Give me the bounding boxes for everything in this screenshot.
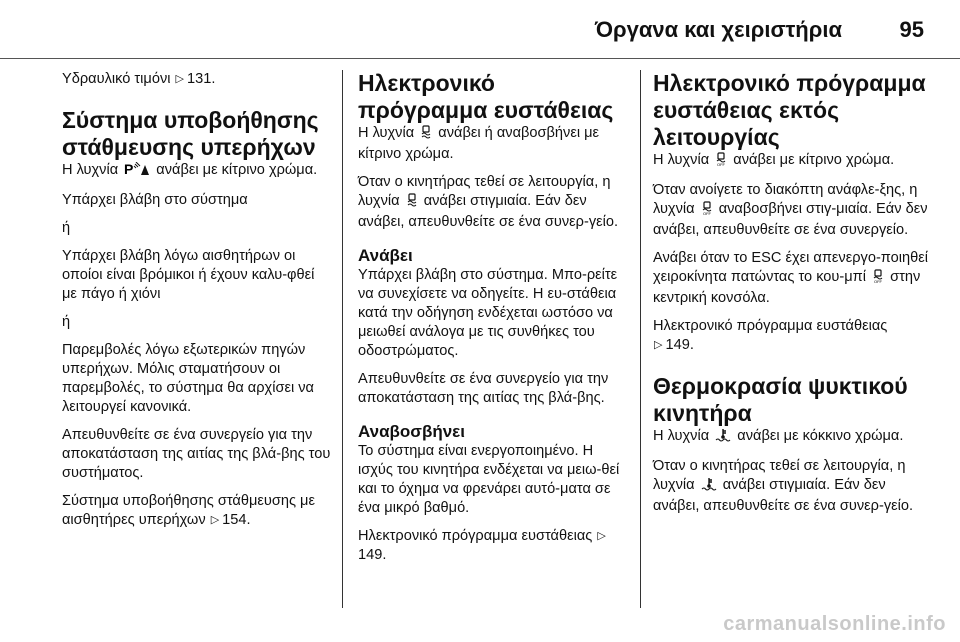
page-header — [0, 0, 960, 60]
paragraph: Ανάβει όταν το ESC έχει απενεργο-ποιηθεί χειροκίνητα πατώντας το κου-μπί OFF στην κεντρική κονσόλα. — [653, 250, 929, 306]
column-1 — [62, 70, 332, 539]
paragraph: Σύστημα υποβοήθησης στάθμευσης με αισθητήρες υπερήχων ▷ 154. — [62, 493, 315, 528]
paragraph: Η λυχνία OFF ανάβει με κίτρινο χρώμα. — [653, 151, 928, 172]
paragraph: Υπάρχει βλάβη στο σύστημα — [62, 192, 248, 208]
parking-sensor-icon — [124, 162, 150, 182]
header-divider — [0, 58, 960, 59]
page-reference[interactable]: 154. — [222, 512, 251, 528]
coolant-temperature-icon — [701, 477, 717, 497]
column-2 — [358, 70, 626, 574]
esc-skid-icon — [420, 125, 432, 145]
paragraph: Απευθυνθείτε σε ένα συνεργείο για την αποκατάσταση της αιτίας της βλά-βης του συστήματος. — [62, 427, 331, 481]
column-divider-1 — [342, 70, 343, 608]
paragraph: Παρεμβολές λόγω εξωτερικών πηγών υπερήχων. Μόλις σταματήσουν οι παρεμβολές, το σύστημα θα αρχίσει να λειτουργεί κανονικά. — [62, 342, 314, 415]
section-heading-esc: Ηλεκτρονικό πρόγραμμα ευστάθειας — [358, 70, 614, 123]
column-divider-2 — [640, 70, 641, 608]
paragraph: Όταν ανοίγετε το διακόπτη ανάφλε-ξης, η λυχνία OFF αναβοσβήνει στιγ-μιαία. Εάν δεν ανάβει, απευθυνθείτε σε ένα συνεργείο. — [653, 182, 928, 238]
paragraph: Το σύστημα είναι ενεργοποιημένο. Η ισχύς του κινητήρα ενδέχεται να μειω-θεί και το όχημα να φρενάρει αυτό-ματα σε ένα μικρό βαθμό. — [358, 443, 620, 516]
paragraph: ή — [62, 314, 71, 330]
section-heading-parking: Σύστημα υποβοήθησης στάθμευσης υπερήχων — [62, 107, 319, 160]
page-number: 95 — [899, 17, 924, 42]
svg-text:OFF: OFF — [717, 162, 726, 166]
svg-text:OFF: OFF — [874, 279, 883, 283]
section-heading-esc-off: Ηλεκτρονικό πρόγραμμα ευστάθειας εκτός λειτουργίας — [653, 70, 926, 150]
paragraph: Υπάρχει βλάβη λόγω αισθητήρων οι οποίοι είναι βρόμικοι ή έχουν καλυ-φθεί με πάγο ή χιόνι — [62, 248, 315, 302]
column-3 — [653, 70, 928, 525]
paragraph: Όταν ο κινητήρας τεθεί σε λειτουργία, η λυχνία ανάβει στιγμιαία. Εάν δεν ανάβει, απευθυνθείτε σε ένα συνερ-γείο. — [358, 174, 619, 230]
paragraph: Ηλεκτρονικό πρόγραμμα ευστάθειας ▷149. — [358, 528, 606, 563]
section-heading-coolant: Θερμοκρασία ψυκτικού κινητήρα — [653, 373, 908, 426]
body-text: Υδραυλικό τιμόνι — [62, 71, 171, 87]
page-reference[interactable]: 149. — [358, 547, 387, 563]
page-reference[interactable]: 131. — [187, 71, 216, 87]
paragraph: Η λυχνία ανάβει ή αναβοσβήνει με κίτρινο χρώμα. — [358, 125, 600, 162]
svg-text:P: P — [124, 162, 134, 176]
subheading-on: Ανάβει — [358, 246, 413, 265]
esc-off-icon — [701, 201, 713, 221]
paragraph: Ηλεκτρονικό πρόγραμμα ευστάθειας ▷ 149. — [653, 318, 888, 353]
page-title: Όργανα και χειριστήρια — [594, 17, 842, 42]
coolant-temperature-icon — [715, 428, 731, 448]
paragraph — [62, 70, 332, 89]
arrow-right-icon: ▷ — [175, 73, 185, 85]
paragraph: Η λυχνία ανάβει με κόκκινο χρώμα. — [653, 427, 928, 448]
arrow-right-icon: ▷ — [654, 339, 663, 351]
esc-off-icon — [872, 269, 884, 289]
page-reference[interactable]: 149. — [665, 337, 694, 353]
paragraph: Όταν ο κινητήρας τεθεί σε λειτουργία, η λυχνία ανάβει στιγμιαία. Εάν δεν ανάβει, απευθυνθείτε σε ένα συνερ-γείο. — [653, 458, 914, 514]
esc-off-icon — [715, 152, 727, 172]
svg-text:OFF: OFF — [702, 211, 711, 215]
paragraph: Απευθυνθείτε σε ένα συνεργείο για την αποκατάσταση της αιτίας της βλά-βης. — [358, 371, 609, 406]
subheading-flashing: Αναβοσβήνει — [358, 422, 465, 441]
arrow-right-icon: ▷ — [210, 514, 220, 526]
paragraph: Υπάρχει βλάβη στο σύστημα. Μπο-ρείτε να συνεχίσετε να οδηγείτε. Η ευ-στάθεια κατά την οδήγηση ενδέχεται ωστόσο να μειωθεί ανάλογα με τις συνθήκες του οδοστρώματος. — [358, 267, 618, 359]
paragraph: Η λυχνία P ανάβει με κίτρινο χρώμα. — [62, 161, 332, 182]
watermark: carmanualsonline.info — [723, 613, 946, 635]
arrow-right-icon: ▷ — [597, 530, 606, 542]
paragraph: ή — [62, 220, 71, 236]
esc-skid-icon — [406, 193, 418, 213]
